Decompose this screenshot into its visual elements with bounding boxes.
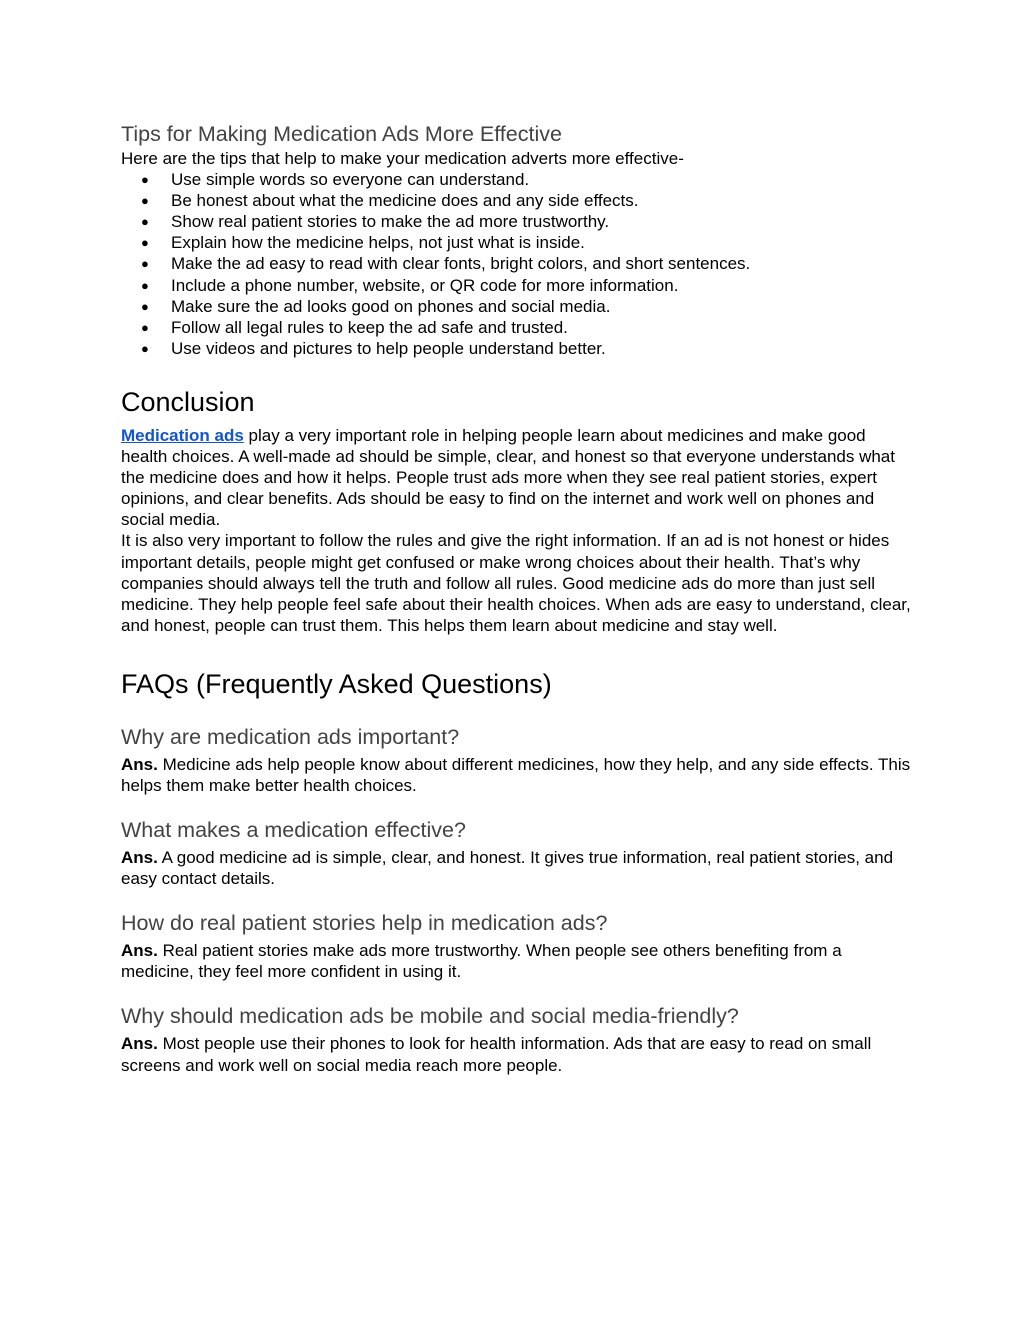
- faq-item: [121, 909, 911, 982]
- answer-label: Ans.: [121, 754, 158, 774]
- tips-intro: Here are the tips that help to make your medication adverts more effective-: [121, 149, 684, 168]
- bullet-icon: ●: [141, 340, 149, 356]
- faq-answer: Ans. Real patient stories make ads more trustworthy. When people see others benefiting from a medicine, they feel more confident in using it.: [121, 941, 842, 982]
- faq-question: How do real patient stories help in medication ads?: [121, 911, 608, 936]
- bullet-icon: ●: [141, 172, 149, 188]
- faq-item: [121, 816, 911, 889]
- list-item: ● Use simple words so everyone can understand.: [141, 170, 530, 190]
- faq-item: [121, 723, 911, 796]
- faq-answer: Ans. Medicine ads help people know about different medicines, how they help, and any side effects. This helps them make better health choices.: [121, 754, 911, 795]
- tips-list: [121, 169, 911, 359]
- conclusion-paragraph-1: Medication ads play a very important role in helping people learn about medicines and make good health choices. A well-made ad should be simple, clear, and honest so that everyone understands what the medicine does and how it helps. People trust ads more when they see real patient stories, expert opinions, and clear benefits. Ads should be easy to find on the internet and work well on phones and social media.: [121, 425, 895, 530]
- list-item: ● Make sure the ad looks good on phones and social media.: [141, 296, 611, 316]
- list-item: ● Use videos and pictures to help people understand better.: [141, 338, 606, 358]
- answer-label: Ans.: [121, 848, 158, 868]
- bullet-icon: ●: [141, 193, 149, 209]
- list-item: ● Make the ad easy to read with clear fonts, bright colors, and short sentences.: [141, 254, 751, 274]
- medication-ads-link[interactable]: Medication ads: [121, 425, 244, 445]
- list-item: ● Follow all legal rules to keep the ad safe and trusted.: [141, 317, 568, 337]
- faq-answer: Ans. A good medicine ad is simple, clear, and honest. It gives true information, real patient stories, and easy contact details.: [121, 848, 894, 889]
- bullet-icon: ●: [141, 235, 149, 251]
- bullet-icon: ●: [141, 277, 149, 293]
- faq-item: [121, 1002, 911, 1075]
- list-item: ● Be honest about what the medicine does and any side effects.: [141, 191, 639, 211]
- bullet-icon: ●: [141, 214, 149, 230]
- list-item: ● Include a phone number, website, or QR code for more information.: [141, 275, 679, 295]
- faq-question: Why are medication ads important?: [121, 724, 460, 749]
- bullet-icon: ●: [141, 319, 149, 335]
- list-item: ● Show real patient stories to make the ad more trustworthy.: [141, 212, 610, 232]
- answer-label: Ans.: [121, 941, 158, 961]
- list-item: ● Explain how the medicine helps, not just what is inside.: [141, 233, 585, 253]
- conclusion-heading: Conclusion: [121, 386, 255, 417]
- tips-heading: Tips for Making Medication Ads More Effective: [121, 122, 562, 146]
- bullet-icon: ●: [141, 298, 149, 314]
- conclusion-paragraph-2: It is also very important to follow the rules and give the right information. If an ad is not honest or hides important details, people might get confused or make wrong choices about their health. That’s why companies should always tell the truth and follow all rules. Good medicine ads do more than just sell medicine. They help people feel safe about their health choices. When ads are easy to understand, clear, and honest, people can trust them. This helps them learn about medicine and stay well.: [121, 531, 911, 635]
- faq-question: What makes a medication effective?: [121, 818, 466, 843]
- document-page: [121, 120, 911, 1076]
- bullet-icon: ●: [141, 256, 149, 272]
- faq-answer: Ans. Most people use their phones to look for health information. Ads that are easy to read on small screens and work well on social media reach more people.: [121, 1034, 872, 1075]
- faqs-heading: FAQs (Frequently Asked Questions): [121, 668, 552, 699]
- answer-label: Ans.: [121, 1034, 158, 1054]
- faq-question: Why should medication ads be mobile and social media-friendly?: [121, 1004, 739, 1029]
